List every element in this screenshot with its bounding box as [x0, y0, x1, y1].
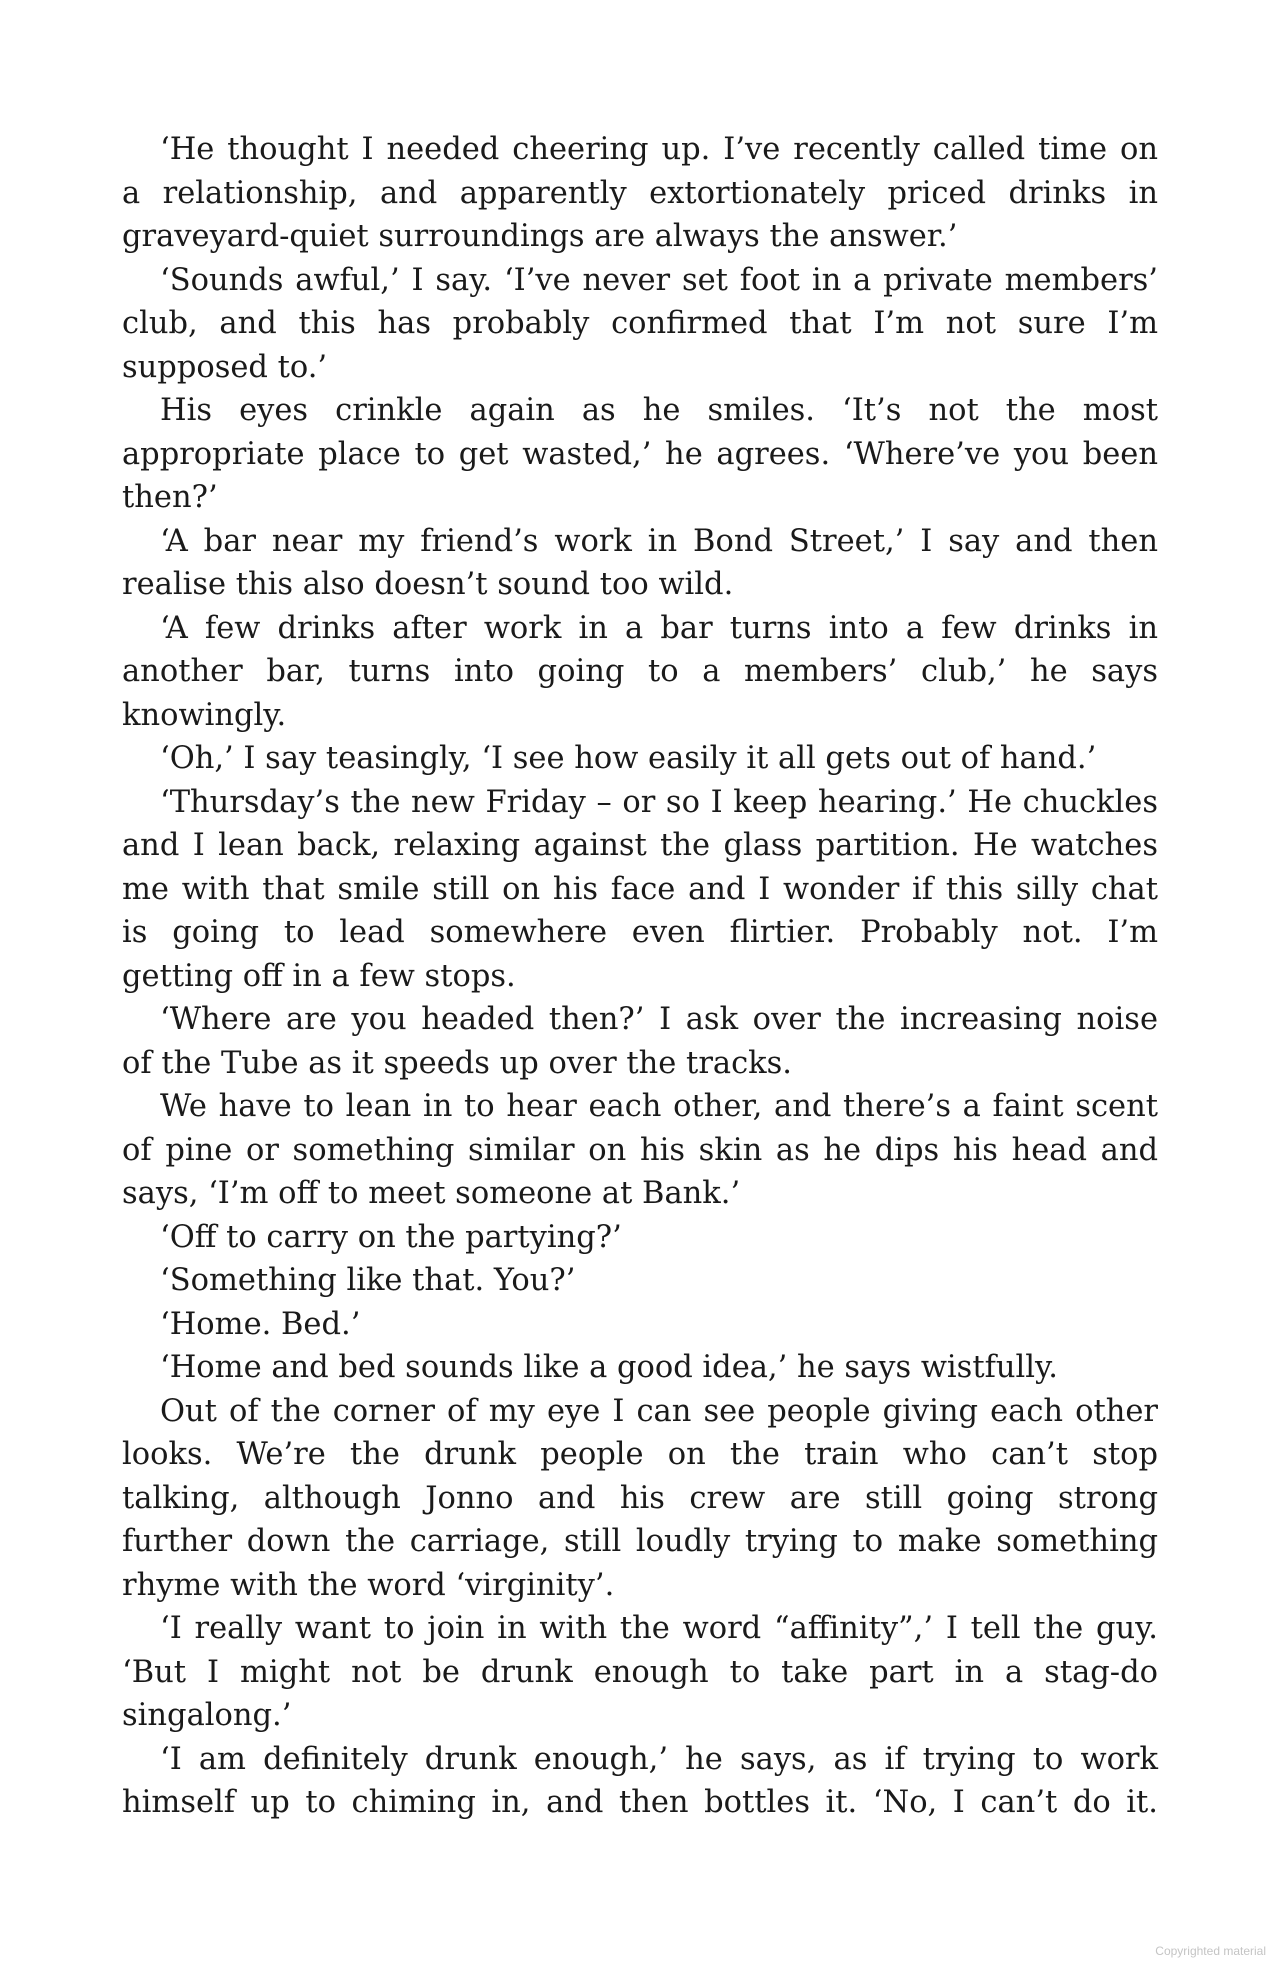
text-line: Out of the corner of my eye I can see people giving each other — [160, 1393, 1158, 1429]
book-page-text — [122, 128, 1158, 1825]
text-line: knowingly. — [122, 697, 287, 733]
text-line: ‘Where are you headed then?’ I ask over the increasing noise — [160, 1002, 1158, 1037]
text-line: of pine or something similar on his skin as he dips his head and — [122, 1132, 1158, 1168]
text-line: says, ‘I’m off to meet someone at Bank.’ — [122, 1176, 741, 1211]
text-line: ‘Sounds awful,’ I say. ‘I’ve never set foot in a private members’ — [160, 262, 1158, 298]
copyright-watermark: Copyrighted material — [1155, 1944, 1266, 1958]
text-line: singalong.’ — [122, 1698, 292, 1733]
text-line: ‘Oh,’ I say teasingly, ‘I see how easily it all gets out of hand.’ — [160, 741, 1097, 776]
text-line: ‘Off to carry on the partying?’ — [160, 1219, 622, 1255]
text-line: further down the carriage, still loudly trying to make something — [122, 1524, 1158, 1559]
text-line: ‘I really want to join in with the word “affinity”,’ I tell the guy. — [160, 1611, 1158, 1646]
text-line: ‘I am definitely drunk enough,’ he says, as if trying to work — [160, 1741, 1158, 1777]
text-line: rhyme with the word ‘virginity’. — [122, 1567, 615, 1603]
text-line: ‘But I might not be drunk enough to take part in a stag-do — [122, 1654, 1158, 1690]
text-line: looks. We’re the drunk people on the train who can’t stop — [122, 1437, 1158, 1472]
text-line: ‘Home. Bed.’ — [160, 1306, 361, 1342]
text-line: ‘He thought I needed cheering up. I’ve recently called time on — [160, 132, 1158, 167]
text-line: and I lean back, relaxing against the glass partition. He watches — [122, 828, 1158, 863]
text-line: We have to lean in to hear each other, and there’s a faint scent — [160, 1089, 1158, 1124]
text-line: talking, although Jonno and his crew are still going strong — [122, 1480, 1158, 1516]
text-line: ‘A few drinks after work in a bar turns into a few drinks in — [160, 610, 1158, 646]
text-line: then?’ — [122, 480, 218, 515]
text-line: himself up to chiming in, and then bottles it. ‘No, I can’t do it. — [122, 1785, 1158, 1820]
text-line: is going to lead somewhere even flirtier. Probably not. I’m — [122, 915, 1158, 950]
text-line: a relationship, and apparently extortionately priced drinks in — [122, 175, 1158, 211]
text-line: His eyes crinkle again as he smiles. ‘It’s not the most — [160, 393, 1158, 428]
text-line: club, and this has probably confirmed that I’m not sure I’m — [122, 306, 1158, 341]
text-line: ‘Home and bed sounds like a good idea,’ he says wistfully. — [160, 1350, 1058, 1385]
text-line: ‘Something like that. You?’ — [160, 1263, 576, 1298]
text-line: me with that smile still on his face and I wonder if this silly chat — [122, 871, 1158, 907]
text-line: ‘A bar near my friend’s work in Bond Street,’ I say and then — [160, 523, 1158, 559]
text-line: appropriate place to get wasted,’ he agrees. ‘Where’ve you been — [122, 436, 1158, 472]
text-line: realise this also doesn’t sound too wild. — [122, 567, 734, 602]
text-line: another bar, turns into going to a members’ club,’ he says — [122, 654, 1158, 689]
text-line: ‘Thursday’s the new Friday – or so I keep hearing.’ He chuckles — [160, 784, 1158, 820]
text-line: of the Tube as it speeds up over the tracks. — [122, 1045, 792, 1081]
text-line: getting off in a few stops. — [122, 958, 516, 994]
text-line: graveyard-quiet surroundings are always the answer.’ — [122, 219, 958, 254]
text-line: supposed to.’ — [122, 349, 328, 385]
